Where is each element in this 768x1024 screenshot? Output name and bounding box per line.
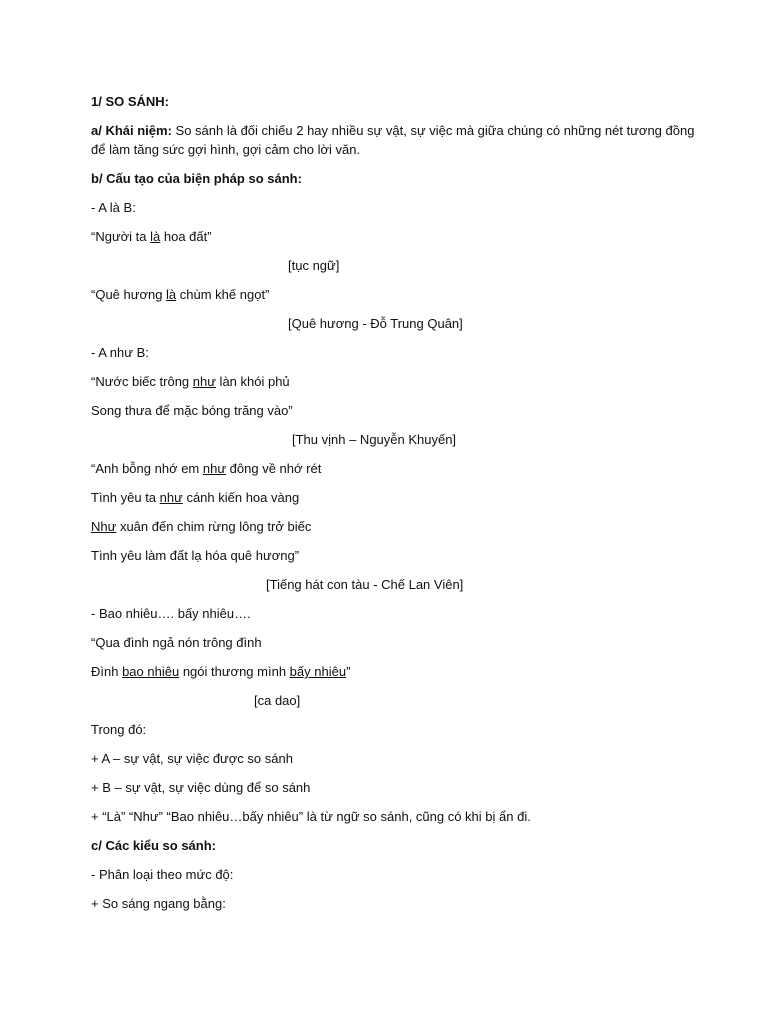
text-run: Đình [91,664,123,679]
example-line: Song thưa để mặc bóng trăng vào” [91,403,293,418]
types-heading: c/ Các kiểu so sánh: [91,838,216,853]
definition-text: So sánh là đối chiếu 2 hay nhiều sự vật, sự việc mà giữa chúng có những nét tương đồng [171,123,695,138]
text-run: “Anh bỗng nhớ em [91,461,203,476]
source-citation: [Quê hương - Đỗ Trung Quân] [288,316,463,331]
source-citation: [tục ngữ] [288,258,340,273]
text-run: “Người ta [91,229,151,244]
comparison-word: như [159,490,183,505]
text-run: “Nước biếc trông [91,374,193,389]
text-run: cánh kiến hoa vàng [182,490,300,505]
comparison-word: bấy nhiêu [289,664,347,679]
source-citation: [ca dao] [254,693,301,708]
example-line [91,518,311,536]
example-line [91,663,350,681]
text-run: Tình yêu ta [91,490,160,505]
comparison-word: Như [91,519,117,534]
type-by-degree: - Phân loại theo mức độ: [91,867,234,882]
text-run: làn khói phủ [215,374,290,389]
source-citation: [Tiếng hát con tàu - Chế Lan Viên] [266,577,464,592]
comparison-word: là [166,287,177,302]
source-citation: [Thu vịnh – Nguyễn Khuyến] [292,432,457,447]
example-line: “Qua đình ngả nón trông đình [91,635,262,650]
comparison-word: là [150,229,161,244]
structure-heading: b/ Cấu tạo của biện pháp so sánh: [91,171,302,186]
text-run: xuân đến chim rừng lông trở biếc [116,519,312,534]
form-a-la-b: - A là B: [91,200,136,215]
example-line: Tình yêu làm đất lạ hóa quê hương” [91,548,300,563]
type-equal: + So sáng ngang bằng: [91,896,226,911]
text-run: đông về nhớ rét [226,461,322,476]
form-a-nhu-b: - A như B: [91,345,149,360]
section-heading: 1/ SO SÁNH: [91,94,170,109]
note-b: + B – sự vật, sự việc dùng để so sánh [91,780,311,795]
form-bao-nhieu: - Bao nhiêu…. bấy nhiêu…. [91,606,251,621]
comparison-word: bao nhiêu [122,664,180,679]
example-line [91,286,269,304]
comparison-word: như [202,461,227,476]
text-run: ” [346,664,351,679]
example-line [91,489,299,507]
definition-label: a/ Khái niệm: [91,123,172,138]
text-run: chùm khế ngọt” [176,287,270,302]
example-line [91,373,290,391]
text-run: hoa đất” [160,229,212,244]
definition-line-2: để làm tăng sức gợi hình, gợi cảm cho lời văn. [91,142,361,157]
where-label: Trong đó: [91,722,147,737]
note-a: + A – sự vật, sự việc được so sánh [91,751,293,766]
note-c: + “Là” “Như” “Bao nhiêu…bấy nhiêu” là từ ngữ so sánh, cũng có khi bị ẩn đi. [91,809,531,824]
text-run: “Quê hương [91,287,167,302]
definition-line-1 [91,122,694,140]
example-line [91,460,321,478]
text-run: ngói thương mình [179,664,290,679]
comparison-word: như [192,374,216,389]
example-line [91,228,212,246]
